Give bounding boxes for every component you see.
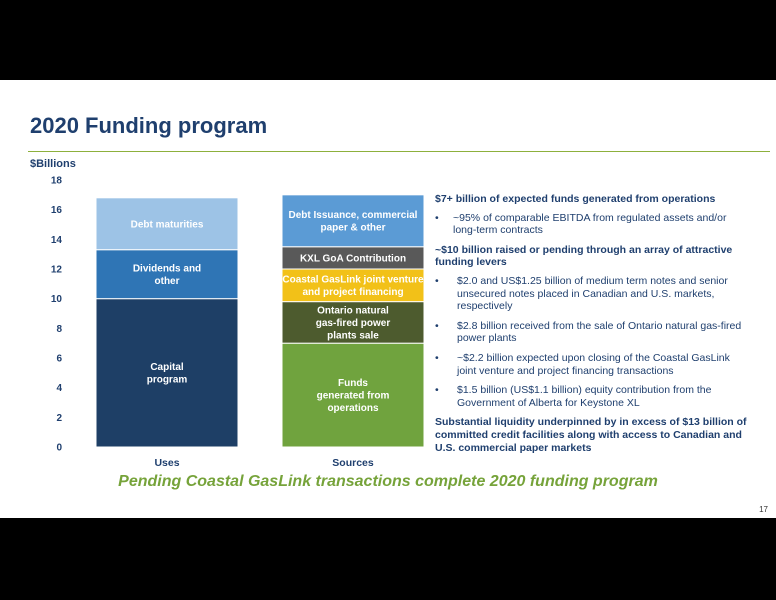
page-title: 2020 Funding program bbox=[30, 113, 268, 138]
y-tick-label: 8 bbox=[56, 323, 62, 335]
panel-bullet-coastal-gaslink: • ~$2.2 billion expected upon closing of the Coastal GasLink joint venture and project financing transactions bbox=[435, 352, 747, 377]
panel-heading-liquidity: Substantial liquidity underpinned by in excess of $13 billion of committed credit facilities along with access to Canadian and U.S. commercial paper markets bbox=[435, 416, 747, 454]
uses-segment-dividends-and-other-label: Dividends and other bbox=[132, 263, 202, 287]
y-tick-label: 2 bbox=[56, 412, 62, 424]
y-tick-label: 14 bbox=[50, 234, 62, 246]
uses-segment-capital-program-label: Capital program bbox=[146, 362, 188, 386]
panel-bullet-keystone-xl: • $1.5 billion (US$1.1 billion) equity contribution from the Government of Alberta for Keystone XL bbox=[435, 384, 747, 409]
panel-list-funding-levers bbox=[435, 275, 747, 409]
y-tick-label: 6 bbox=[56, 353, 62, 365]
bottom-line-statement: Pending Coastal GasLink transactions complete 2020 funding program bbox=[118, 473, 658, 490]
panel-heading-funds-from-operations: $7+ billion of expected funds generated from operations bbox=[435, 193, 716, 205]
sources-segment-funds-generated-from-operations-label: Funds generated from operations bbox=[316, 378, 390, 415]
sources-segment-debt-issuance-commercial-paper-other-label: Debt Issuance, commercial paper & other bbox=[288, 210, 418, 234]
funding-notes-panel bbox=[435, 193, 747, 460]
uses-segment-debt-maturities-label: Debt maturities bbox=[130, 219, 204, 231]
y-tick-label: 0 bbox=[56, 442, 62, 454]
panel-list-operations bbox=[435, 212, 747, 237]
panel-bullet-ebitda: • ~95% of comparable EBITDA from regulated assets and/or long-term contracts bbox=[435, 212, 747, 237]
sources-segment-kxl-goa-contribution-label: KXL GoA Contribution bbox=[299, 253, 407, 265]
sources-segment-ontario-natural-gas-fired-power-plants-sale-label: Ontario natural gas-fired power plants sale bbox=[315, 305, 391, 342]
page-number: 17 bbox=[759, 505, 768, 514]
panel-bullet-notes: • $2.0 and US$1.25 billion of medium term notes and senior unsecured notes placed in Canadian and U.S. markets, respectively bbox=[435, 275, 747, 313]
y-axis-unit-label: $Billions bbox=[30, 158, 76, 170]
y-tick-label: 16 bbox=[50, 205, 62, 217]
x-category-label-sources: Sources bbox=[332, 457, 374, 469]
x-category-label-uses: Uses bbox=[154, 457, 180, 469]
y-tick-label: 4 bbox=[56, 383, 62, 395]
y-tick-label: 10 bbox=[50, 294, 62, 306]
panel-heading-funding-levers: ~$10 billion raised or pending through an array of attractive funding levers bbox=[435, 243, 733, 269]
slide bbox=[0, 80, 776, 518]
y-tick-label: 18 bbox=[50, 175, 62, 187]
sources-segment-coastal-gaslink-joint-venture-and-project-financing-label: Coastal GasLink joint venture and project financing bbox=[282, 274, 424, 299]
y-tick-label: 12 bbox=[50, 264, 62, 276]
panel-bullet-ontario-sale: • $2.8 billion received from the sale of Ontario natural gas-fired power plants bbox=[435, 320, 747, 345]
